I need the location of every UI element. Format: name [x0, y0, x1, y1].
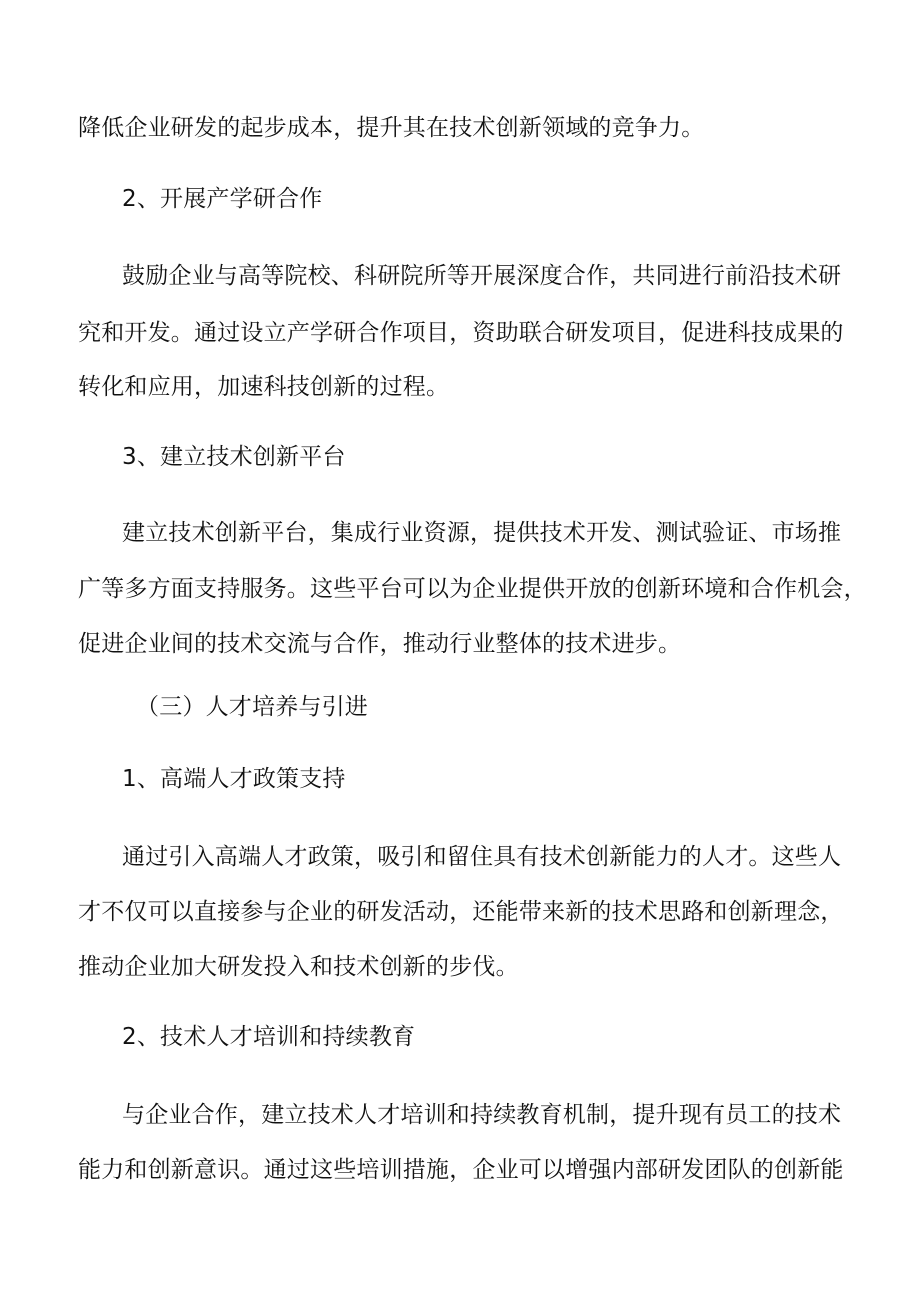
paragraph-line: 建立技术创新平台，集成行业资源，提供技术开发、测试验证、市场推: [122, 520, 842, 546]
paragraph-line: 究和开发。通过设立产学研合作项目，资助联合研发项目，促进科技成果的: [78, 320, 844, 346]
paragraph-line: 广等多方面支持服务。这些平台可以为企业提供开放的创新环境和合作机会，: [78, 576, 867, 602]
paragraph-line: 转化和应用，加速科技创新的过程。: [78, 374, 450, 400]
section-heading: 2、开展产学研合作: [122, 186, 323, 212]
paragraph-line: 推动企业加大研发投入和技术创新的步伐。: [78, 954, 519, 980]
paragraph-line: 促进企业间的技术交流与合作，推动行业整体的技术进步。: [78, 631, 682, 657]
section-heading: 3、建立技术创新平台: [122, 444, 346, 470]
paragraph-line: 能力和创新意识。通过这些培训措施，企业可以增强内部研发团队的创新能: [78, 1157, 844, 1183]
paragraph-line: 才不仅可以直接参与企业的研发活动，还能带来新的技术思路和创新理念，: [78, 899, 844, 925]
paragraph-line: 降低企业研发的起步成本，提升其在技术创新领域的竞争力。: [78, 115, 705, 141]
section-heading: 1、高端人才政策支持: [122, 766, 346, 792]
section-heading: 2、技术人才培训和持续教育: [122, 1024, 416, 1050]
paragraph-line: 通过引入高端人才政策，吸引和留住具有技术创新能力的人才。这些人: [122, 844, 842, 870]
chapter-heading: （三）人才培养与引进: [136, 694, 368, 720]
paragraph-line: 鼓励企业与高等院校、科研院所等开展深度合作，共同进行前沿技术研: [122, 263, 842, 289]
paragraph-line: 与企业合作，建立技术人才培训和持续教育机制，提升现有员工的技术: [122, 1102, 842, 1128]
